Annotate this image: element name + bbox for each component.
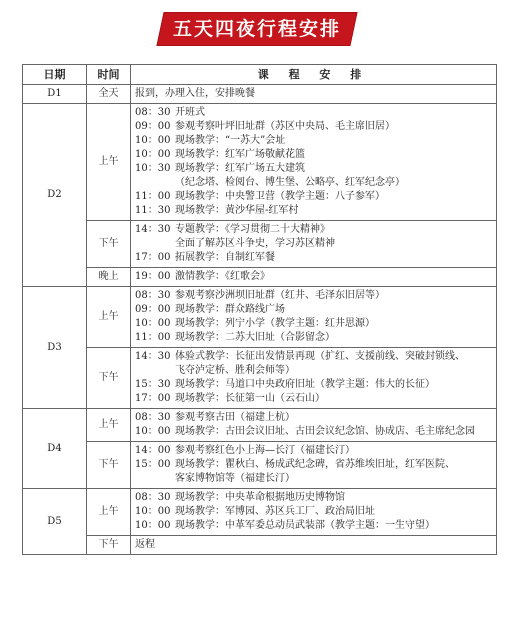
activity-time: 10：30 xyxy=(135,163,171,174)
activity-line xyxy=(135,538,492,552)
activity-line xyxy=(135,251,492,265)
activity-text: 现场教学：马道口中央政府旧址（教学主题：伟大的长征） xyxy=(175,379,435,390)
period-cell: 下午 xyxy=(87,348,131,409)
activity-text: 现场教学：红军广场五大建筑 xyxy=(175,163,305,174)
schedule-row xyxy=(23,104,497,221)
activities-cell xyxy=(131,85,497,104)
activity-text: 报到，办理入住，安排晚餐 xyxy=(135,88,255,99)
activities-cell xyxy=(131,104,497,221)
activities-cell xyxy=(131,536,497,555)
activity-text: 现场教学：瞿秋白、杨成武纪念碑，省苏维埃旧址，红军医院、 xyxy=(175,459,455,470)
activities-cell xyxy=(131,287,497,348)
activity-text: 现场教学：军博园、苏区兵工厂、政治局旧址 xyxy=(175,506,375,517)
header-time: 时间 xyxy=(87,65,131,85)
schedule-row xyxy=(23,287,497,348)
activity-line xyxy=(135,444,492,458)
activity-time: 09：00 xyxy=(135,121,171,132)
day-cell: D2 xyxy=(23,104,87,287)
activities-cell xyxy=(131,348,497,409)
day-cell: D4 xyxy=(23,409,87,489)
activity-line xyxy=(135,364,492,378)
schedule-row xyxy=(23,442,497,489)
activity-text: 参观考察红色小上海—长汀（福建长汀） xyxy=(175,445,355,456)
activity-text: 现场教学：中革军委总动员武装部（教学主题：一生守望） xyxy=(175,520,435,531)
period-cell: 下午 xyxy=(87,221,131,268)
activity-line xyxy=(135,190,492,204)
activity-line xyxy=(135,303,492,317)
schedule-table xyxy=(22,64,497,555)
activity-text: 专题教学：《学习贯彻二十大精神》 xyxy=(175,224,330,235)
activity-line xyxy=(135,491,492,505)
activity-line xyxy=(135,392,492,406)
activity-text: 全面了解苏区斗争史，学习苏区精神 xyxy=(175,238,335,249)
activity-line xyxy=(135,134,492,148)
activity-time: 17：00 xyxy=(135,393,171,404)
schedule-row xyxy=(23,348,497,409)
header-date: 日期 xyxy=(23,65,87,85)
schedule-row xyxy=(23,536,497,555)
page-title: 五天四夜行程安排 xyxy=(172,18,341,40)
activity-time: 09：00 xyxy=(135,304,171,315)
activity-text: 现场教学：中央警卫营（教学主题：八子参军） xyxy=(175,191,385,202)
activity-line xyxy=(135,378,492,392)
activity-line xyxy=(135,87,492,101)
activity-time: 14：00 xyxy=(135,445,171,456)
activity-line xyxy=(135,317,492,331)
schedule-body xyxy=(23,85,497,555)
activity-text: 现场教学：红军广场敬献花篮 xyxy=(175,149,305,160)
activity-time: 15：30 xyxy=(135,379,171,390)
activity-line xyxy=(135,223,492,237)
period-cell: 晚上 xyxy=(87,268,131,287)
activity-time: 11：00 xyxy=(135,191,171,202)
activity-text: 现场教学：古田会议旧址、古田会议纪念馆、协成店、毛主席纪念园 xyxy=(175,426,475,437)
activity-text: 现场教学：列宁小学（教学主题：红井思源） xyxy=(175,318,375,329)
activities-cell xyxy=(131,442,497,489)
activity-line xyxy=(135,472,492,486)
activity-line xyxy=(135,350,492,364)
activity-time: 10：00 xyxy=(135,149,171,160)
activity-text: 参观考察叶坪旧址群（苏区中央局、毛主席旧居） xyxy=(175,121,395,132)
activity-text: 现场教学：“一苏大”会址 xyxy=(175,135,286,146)
activity-line xyxy=(135,162,492,176)
activity-time: 11：30 xyxy=(135,205,171,216)
period-cell: 上午 xyxy=(87,489,131,536)
activity-line xyxy=(135,204,492,218)
activity-line xyxy=(135,331,492,345)
schedule-row xyxy=(23,409,497,442)
schedule-row xyxy=(23,268,497,287)
activity-text: 现场教学：二苏大旧址（合影留念） xyxy=(175,332,335,343)
activity-time: 10：00 xyxy=(135,135,171,146)
day-cell: D5 xyxy=(23,489,87,555)
header-course: 课 程 安 排 xyxy=(131,65,497,85)
activity-time: 08：30 xyxy=(135,290,171,301)
activity-time: 19：00 xyxy=(135,271,171,282)
activity-time: 15：00 xyxy=(135,459,171,470)
period-cell: 上午 xyxy=(87,287,131,348)
schedule-row xyxy=(23,221,497,268)
activity-time: 08：30 xyxy=(135,492,171,503)
activity-time: 10：00 xyxy=(135,520,171,531)
day-cell: D3 xyxy=(23,287,87,409)
activity-text: 参观考察古田（福建上杭） xyxy=(175,412,295,423)
activities-cell xyxy=(131,489,497,536)
activities-cell xyxy=(131,268,497,287)
activity-text: 开班式 xyxy=(175,107,205,118)
activity-line xyxy=(135,458,492,472)
activity-text: 飞夺泸定桥、胜利会师等） xyxy=(175,365,295,376)
day-cell: D1 xyxy=(23,85,87,104)
activity-line xyxy=(135,411,492,425)
activity-line xyxy=(135,106,492,120)
activity-time: 10：00 xyxy=(135,426,171,437)
activity-text: 现场教学：群众路线广场 xyxy=(175,304,285,315)
period-cell: 上午 xyxy=(87,409,131,442)
period-cell: 全天 xyxy=(87,85,131,104)
activity-line xyxy=(135,505,492,519)
activities-cell xyxy=(131,409,497,442)
activity-time: 10：00 xyxy=(135,318,171,329)
activity-time: 08：30 xyxy=(135,412,171,423)
activity-line xyxy=(135,270,492,284)
activity-time: 17：00 xyxy=(135,252,171,263)
header-row xyxy=(23,65,497,85)
period-cell: 下午 xyxy=(87,442,131,489)
period-cell: 上午 xyxy=(87,104,131,221)
activity-line xyxy=(135,425,492,439)
activity-line xyxy=(135,120,492,134)
schedule-row xyxy=(23,85,497,104)
activity-line xyxy=(135,148,492,162)
activities-cell xyxy=(131,221,497,268)
activity-time: 11：00 xyxy=(135,332,171,343)
activity-text: 客家博物馆等（福建长汀） xyxy=(175,473,295,484)
activity-text: 体验式教学：长征出发情景再现（扩红、支援前线、突破封锁线、 xyxy=(175,351,465,362)
activity-text: 现场教学：长征第一山（云石山） xyxy=(175,393,325,404)
activity-text: （纪念塔、检阅台、博生堡、公略亭、红军纪念亭） xyxy=(175,177,405,188)
activity-line xyxy=(135,519,492,533)
activity-text: 返程 xyxy=(135,539,155,550)
activity-time: 14：30 xyxy=(135,224,171,235)
activity-time: 10：00 xyxy=(135,506,171,517)
activity-text: 参观考察沙洲坝旧址群（红井、毛泽东旧居等） xyxy=(175,290,385,301)
activity-text: 拓展教学：自制红军餐 xyxy=(175,252,275,263)
activity-line xyxy=(135,237,492,251)
schedule-row xyxy=(23,489,497,536)
activity-line xyxy=(135,289,492,303)
activity-line xyxy=(135,176,492,190)
activity-text: 现场教学：黄沙华屋-红军村 xyxy=(175,205,299,216)
activity-text: 现场教学：中央革命根据地历史博物馆 xyxy=(175,492,345,503)
period-cell: 下午 xyxy=(87,536,131,555)
activity-time: 14：30 xyxy=(135,351,171,362)
activity-time: 08：30 xyxy=(135,107,171,118)
activity-text: 激情教学：《红歌会》 xyxy=(175,271,270,282)
